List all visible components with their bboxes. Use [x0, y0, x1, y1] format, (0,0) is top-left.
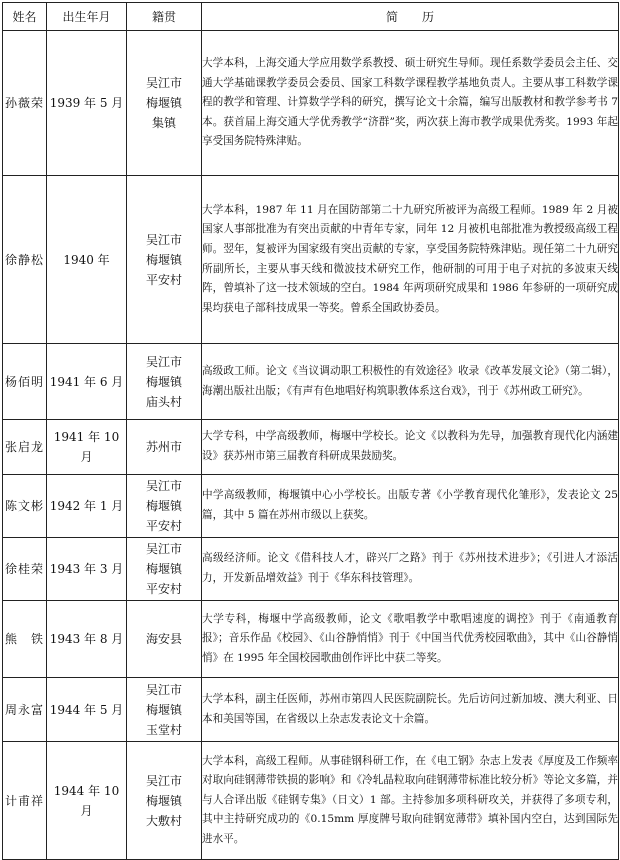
table-row: [3, 176, 619, 344]
birth-date: 1941 年 10 月: [47, 420, 127, 475]
biography-text: 大学本科，1987 年 11 月在国防部第二十九研究所被评为高级工程师。1989 年 2 月被国家人事部批准为有突出贡献的中青年专家，同年 12 月被机电部批准为教授级高级工程师。翌年，复被评为国家级有突出贡献的专家，享受国务院特殊津贴。现任第二十九研究所副所长，主要从事天线和微波技术研究工作，他研制的可用于电子对抗的多波束天线阵，曾填补了这一技术领域的空白。1984 年两项研究成果和 1986 年参研的一项研究成果均获电子部科技成果一等奖。曾系全国政协委员。: [202, 176, 619, 344]
person-name: 徐静松: [3, 176, 47, 344]
native-place: 吴江市 梅堰镇 平安村: [127, 538, 202, 601]
person-name: 杨佰明: [3, 344, 47, 420]
table-row: [3, 31, 619, 176]
table-row: [3, 678, 619, 742]
header-bio: 简 历: [202, 3, 619, 31]
birth-date: 1941 年 6 月: [47, 344, 127, 420]
biography-text: 大学专科，中学高级教师，梅堰中学校长。论文《以教科为先导，加强教育现代化内涵建设》获苏州市第三届教育科研成果鼓励奖。: [202, 420, 619, 475]
person-name: 孙薇荣: [3, 31, 47, 176]
native-place: 吴江市 梅堰镇 玉堂村: [127, 678, 202, 742]
table-row: [3, 538, 619, 601]
person-name: 张启龙: [3, 420, 47, 475]
native-place: 海安县: [127, 601, 202, 678]
header-birth: 出生年月: [47, 3, 127, 31]
native-place: 吴江市 梅堰镇 集镇: [127, 31, 202, 176]
biography-table: [2, 2, 619, 860]
header-name: 姓名: [3, 3, 47, 31]
native-place: 吴江市 梅堰镇 平安村: [127, 176, 202, 344]
header-row: [3, 3, 619, 31]
biography-text: 大学本科，副主任医师，苏州市第四人民医院副院长。先后访问过新加坡、澳大利亚、日本和美国等国，在省级以上杂志发表论文十余篇。: [202, 678, 619, 742]
person-name: 计甫祥: [3, 742, 47, 860]
biography-text: 大学专科，梅堰中学高级教师，论文《歌唱教学中歌唱速度的调控》刊于《南通教育报》；音乐作品《校园》、《山谷静悄悄》刊于《中国当代优秀校园歌曲》，其中《山谷静悄悄》在 1995 年全国校园歌曲创作评比中获二等奖。: [202, 601, 619, 678]
native-place: 吴江市 梅堰镇 庙头村: [127, 344, 202, 420]
table-row: [3, 742, 619, 860]
header-origin: 籍贯: [127, 3, 202, 31]
birth-date: 1943 年 8 月: [47, 601, 127, 678]
birth-date: 1939 年 5 月: [47, 31, 127, 176]
table-row: [3, 601, 619, 678]
birth-date: 1944 年 5 月: [47, 678, 127, 742]
native-place: 苏州市: [127, 420, 202, 475]
table-row: [3, 420, 619, 475]
birth-date: 1940 年: [47, 176, 127, 344]
birth-date: 1943 年 3 月: [47, 538, 127, 601]
birth-date: 1942 年 1 月: [47, 475, 127, 538]
native-place: 吴江市 梅堰镇 大敷村: [127, 742, 202, 860]
person-name: 陈文彬: [3, 475, 47, 538]
table-row: [3, 344, 619, 420]
biography-text: 大学本科，上海交通大学应用数学系教授、硕士研究生导师。现任系数学委员会主任、交通大学基础课教学委员会委员、国家工科数学课程教学基地负责人。主要从事工科数学课程的教学和管理、计算数学学科的研究，撰写论文十余篇，编写出版教材和教学参考书 7 本。获首届上海交通大学优秀教学“济群”奖，两次获上海市教学成果优秀奖。1993 年起享受国务院特殊津贴。: [202, 31, 619, 176]
person-name: 熊 铁: [3, 601, 47, 678]
biography-text: 高级政工师。论文《当议调动职工积极性的有效途径》收录《改革发展文论》（第二辑），海潮出版社出版；《有声有色地唱好构筑职教体系这台戏》，刊于《苏州政工研究》。: [202, 344, 619, 420]
biography-text: 大学本科，高级工程师。从事硅钢科研工作，在《电工钢》杂志上发表《厚度及工作频率对取向硅钢薄带铁损的影响》和《冷轧晶粒取向硅钢薄带标准比较分析》等论文多篇，并与人合译出版《硅钢专集》（日文）1 部。主持参加多项科研攻关，并获得了多项专利，其中主持研究成功的《0.15mm 厚度牌号取向硅钢宽薄带》填补国内空白，达到国际先进水平。: [202, 742, 619, 860]
table-row: [3, 475, 619, 538]
person-name: 徐桂荣: [3, 538, 47, 601]
native-place: 吴江市 梅堰镇 平安村: [127, 475, 202, 538]
birth-date: 1944 年 10 月: [47, 742, 127, 860]
biography-text: 高级经济师。论文《借科技人才，辟兴厂之路》刊于《苏州技术进步》；《引进人才添活力，开发新品增效益》刊于《华东科技管理》。: [202, 538, 619, 601]
person-name: 周永富: [3, 678, 47, 742]
biography-text: 中学高级教师，梅堰镇中心小学校长。出版专著《小学教育现代化雏形》，发表论文 25 篇，其中 5 篇在苏州市级以上获奖。: [202, 475, 619, 538]
